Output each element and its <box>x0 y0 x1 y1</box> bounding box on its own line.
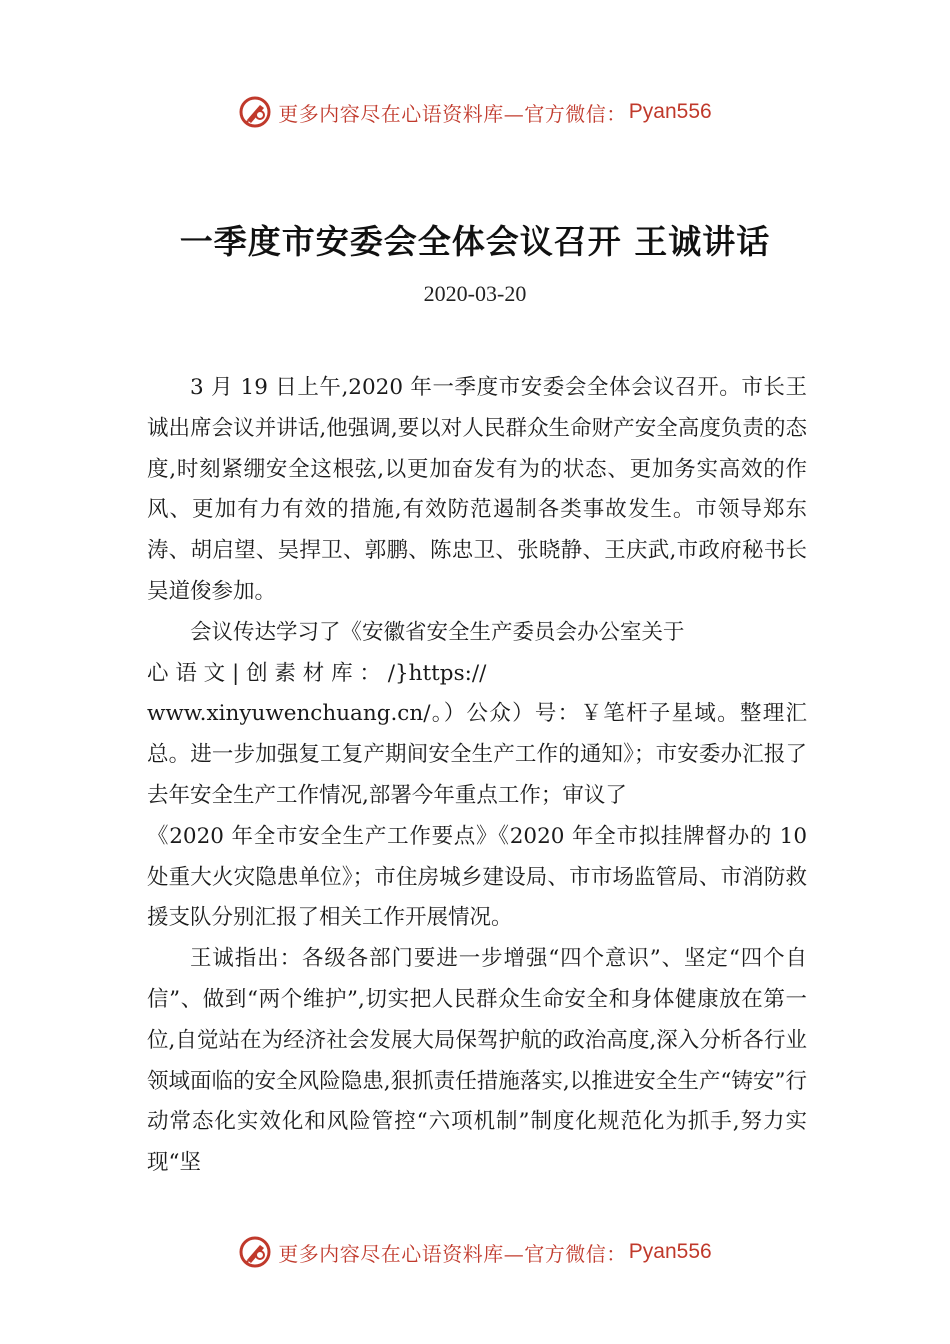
banner-text: 更多内容尽在心语资料库—官方微信： <box>278 101 627 126</box>
article-title: 一季度市安委会全体会议召开 王诚讲话 <box>179 222 771 261</box>
banner-wechat-id: Pyan556 <box>628 1240 712 1263</box>
paragraph: www.xinyuwenchuang.cn/。）公众）号：￥笔杆子星域。整理汇总。进一步加强复工复产期间安全生产工作的通知》；市安委办汇报了去年安全生产工作情况,部署今年重点工作；审议了 <box>147 701 807 808</box>
banner-text: 更多内容尽在心语资料库—官方微信： <box>278 1241 627 1266</box>
header-watermark-banner <box>0 92 950 132</box>
article-body <box>147 368 807 1184</box>
paragraph: 王诚指出：各级各部门要进一步增强“四个意识”、坚定“四个自信”、做到“两个维护”,切实把人民群众生命安全和身体健康放在第一位,自觉站在为经济社会发展大局保驾护航的政治高度,深入分析各行业领域面临的安全风险隐患,狠抓责任措施落实,以推进安全生产“铸安”行动常态化实效化和风险管控“六项机制”制度化规范化为抓手,努力实现“坚 <box>147 946 807 1176</box>
paragraph: 《2020 年全市安全生产工作要点》《2020 年全市拟挂牌督办的 10 处重大火灾隐患单位》；市住房城乡建设局、市市场监管局、市消防救援支队分别汇报了相关工作开展情况。 <box>147 823 807 931</box>
pen-logo-icon <box>238 95 272 129</box>
paragraph: 心 语 文 | 创 素 材 库 ： /}https:// <box>147 660 487 686</box>
paragraph: 3 月 19 日上午,2020 年一季度市安委会全体会议召开。市长王诚出席会议并讲话,他强调,要以对人民群众生命财产安全高度负责的态度,时刻紧绷安全这根弦,以更加奋发有为的状态、更加务实高效的作风、更加有力有效的措施,有效防范遏制各类事故发生。市领导郑东涛、胡启望、吴捍卫、郭鹏、陈忠卫、张晓静、王庆武,市政府秘书长吴道俊参加。 <box>147 375 807 604</box>
article-date: 2020-03-20 <box>423 281 527 306</box>
paragraph: 会议传达学习了《安徽省安全生产委员会办公室关于 <box>190 619 685 645</box>
pen-logo-icon <box>238 1235 272 1269</box>
banner-wechat-id: Pyan556 <box>628 100 712 123</box>
footer-watermark-banner <box>0 1232 950 1272</box>
